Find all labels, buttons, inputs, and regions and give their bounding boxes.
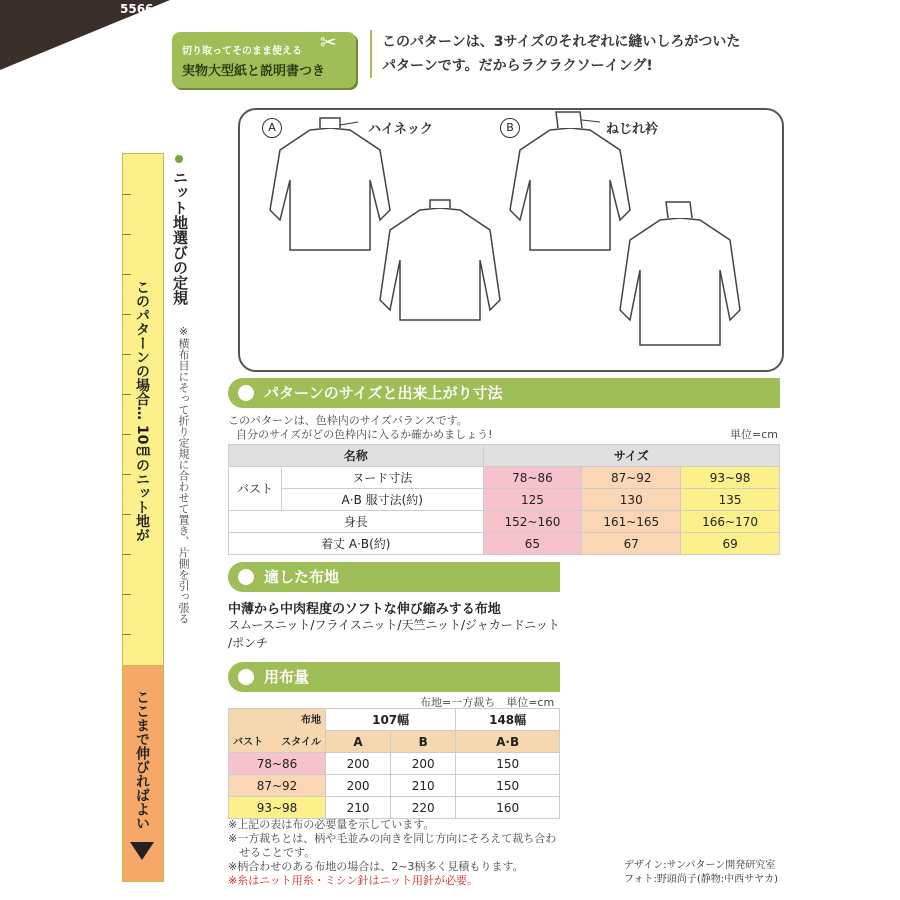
table-row bbox=[229, 467, 780, 489]
cell: 69 bbox=[681, 533, 780, 555]
product-code: 5566 bbox=[120, 2, 154, 16]
size-unit: 単位=cm bbox=[730, 428, 778, 441]
bust-header: バスト bbox=[233, 737, 263, 748]
cell: 150 bbox=[456, 753, 560, 775]
yardage-note-3: せることです。 bbox=[228, 846, 316, 859]
cell: 67 bbox=[582, 533, 681, 555]
cell: 200 bbox=[326, 775, 391, 797]
cell: 87~92 bbox=[582, 467, 681, 489]
cell: 166~170 bbox=[681, 511, 780, 533]
yardage-note-2: ※一方裁ちとは、柄や毛並みの向きを同じ方向にそろえて裁ち合わ bbox=[228, 832, 557, 845]
cell: 161~165 bbox=[582, 511, 681, 533]
cell: 220 bbox=[391, 797, 456, 819]
size-note-2: 自分のサイズがどの色枠内に入るか確かめましょう! bbox=[236, 428, 493, 441]
tag-subtitle: 切り取ってそのまま使える bbox=[182, 46, 302, 57]
header-message-line1: このパターンは、3サイズのそれぞれに縫いしろがついた bbox=[382, 34, 741, 50]
yardage-note-4: ※柄合わせのある布地の場合は、2~3柄多く見積もります。 bbox=[228, 860, 524, 873]
fabric-header: 布地 bbox=[301, 715, 321, 726]
row-label: A·B 服寸法(約) bbox=[282, 489, 484, 511]
cell: 152~160 bbox=[483, 511, 582, 533]
photo-credit: フォト:野頭尚子(静物:中西サヤカ) bbox=[624, 874, 779, 885]
col-a-header: A bbox=[326, 731, 391, 753]
table-row bbox=[229, 489, 780, 511]
garment-drawings bbox=[240, 110, 782, 370]
table-row bbox=[229, 511, 780, 533]
width-148-header: 148幅 bbox=[456, 709, 560, 731]
cell: 65 bbox=[483, 533, 582, 555]
cell: 210 bbox=[326, 797, 391, 819]
bust-label: バスト bbox=[229, 467, 282, 511]
style-b-marker: B bbox=[500, 118, 520, 138]
table-row bbox=[229, 753, 560, 775]
cell: 200 bbox=[391, 753, 456, 775]
row-label: 身長 bbox=[229, 511, 484, 533]
header-message bbox=[370, 30, 802, 78]
fabric-section-header bbox=[228, 562, 560, 592]
fabric-line-3: /ポンチ bbox=[228, 636, 269, 650]
cell: 210 bbox=[391, 775, 456, 797]
fabric-section-title: 適した布地 bbox=[264, 568, 340, 586]
style-a-label: ハイネック bbox=[368, 122, 433, 137]
size-section-title: パターンのサイズと出来上がり寸法 bbox=[264, 384, 503, 402]
row-label: 着丈 A·B(約) bbox=[229, 533, 484, 555]
yardage-note-1: ※上記の表は布の必要量を示しています。 bbox=[228, 818, 435, 831]
col-b-header: B bbox=[391, 731, 456, 753]
bust-cell: 93~98 bbox=[229, 797, 326, 819]
header-message-line2: パターンです。だからラクラクソーイング! bbox=[382, 58, 653, 74]
ruler-title: ニット地選びの定規 bbox=[171, 170, 189, 305]
cell: 200 bbox=[326, 753, 391, 775]
cell: 150 bbox=[456, 775, 560, 797]
row-label: ヌード寸法 bbox=[282, 467, 484, 489]
size-table-size-header: サイズ bbox=[483, 445, 779, 467]
scissors-icon: ✂ bbox=[320, 30, 337, 54]
style-a-marker: A bbox=[262, 118, 282, 138]
cell: 130 bbox=[582, 489, 681, 511]
design-credit: デザイン:サンパターン開発研究室 bbox=[624, 860, 776, 871]
cell: 160 bbox=[456, 797, 560, 819]
arrow-down-icon bbox=[130, 842, 154, 860]
size-note-1: このパターンは、色枠内のサイズバランスです。 bbox=[228, 414, 468, 427]
size-table bbox=[228, 444, 780, 555]
yardage-unit: 布地=一方裁ち 単位=cm bbox=[420, 696, 555, 709]
table-row bbox=[229, 775, 560, 797]
fabric-line-2: スムースニット/フライスニット/天竺ニット/ジャカードニット bbox=[228, 618, 560, 632]
size-section-header bbox=[228, 378, 780, 408]
corner-header-cell bbox=[229, 709, 326, 753]
bust-cell: 87~92 bbox=[229, 775, 326, 797]
style-b-label: ねじれ衿 bbox=[606, 122, 659, 137]
cell: 135 bbox=[681, 489, 780, 511]
table-row bbox=[229, 533, 780, 555]
design-illustration bbox=[238, 108, 784, 372]
yardage-table bbox=[228, 708, 560, 819]
yardage-section-title: 用布量 bbox=[264, 668, 310, 686]
ruler-text-top: このパターンの場合… 10㎝のニット地が bbox=[134, 280, 150, 543]
cell: 93~98 bbox=[681, 467, 780, 489]
logo-ring-icon bbox=[120, 20, 146, 46]
tag-title: 実物大型紙と説明書つき bbox=[182, 64, 326, 79]
bullet-icon bbox=[175, 155, 183, 163]
size-table-name-header: 名称 bbox=[229, 445, 484, 467]
ruler-text-bottom: ここまで伸びればよい bbox=[134, 690, 150, 830]
cell: 78~86 bbox=[483, 467, 582, 489]
col-ab-header: A·B bbox=[456, 731, 560, 753]
fabric-line-1: 中薄から中肉程度のソフトな伸び縮みする布地 bbox=[228, 602, 501, 617]
width-107-header: 107幅 bbox=[326, 709, 456, 731]
thread-warning: ※糸はニット用糸・ミシン針はニット用針が必要。 bbox=[228, 874, 479, 887]
yardage-section-header bbox=[228, 662, 560, 692]
ruler-note: ※横布目にそって折り定規に合わせて置き、片側を引っ張る bbox=[177, 325, 190, 624]
style-header: スタイル bbox=[281, 737, 321, 748]
cell: 125 bbox=[483, 489, 582, 511]
bust-cell: 78~86 bbox=[229, 753, 326, 775]
